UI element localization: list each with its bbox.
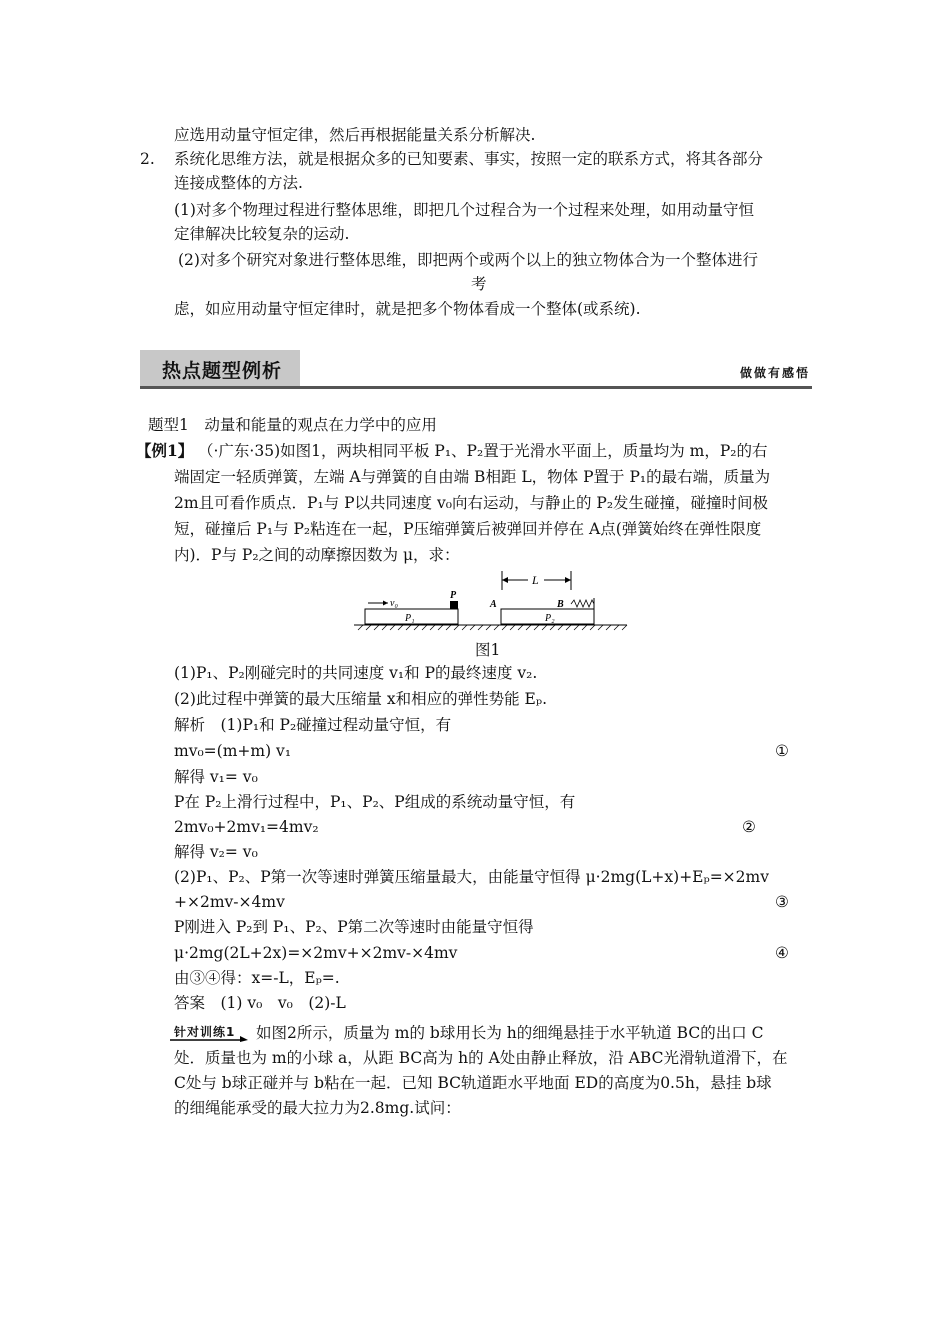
section-subtitle: 做做有感悟 xyxy=(739,366,810,380)
training-tag-text: 针对训练1 xyxy=(174,1025,236,1039)
label-v0: v₀ xyxy=(390,598,398,609)
training-line1: 如图2所示，质量为 m的 b球用长为 h的细绳悬挂于水平轨道 BC的出口 C xyxy=(256,1024,764,1042)
sub2-line2: 虑，如应用动量守恒定律时，就是把多个物体看成一个整体(或系统). xyxy=(174,300,641,318)
equation-1-number: ① xyxy=(775,742,789,760)
example-line3: 2m且可看作质点．P₁与 P以共同速度 v₀向右运动，与静止的 P₂发生碰撞，碰撞时间极 xyxy=(174,494,769,512)
solution-line-2: P在 P₂上滑行过程中，P₁、P₂、P组成的系统动量守恒，有 xyxy=(174,793,576,811)
equation-1: mv₀=(m+m) v₁ xyxy=(174,742,292,760)
block-P xyxy=(450,601,458,609)
item2-number: 2. xyxy=(140,150,155,168)
label-A: A xyxy=(490,599,497,610)
figure-1-caption: 图1 xyxy=(475,641,501,659)
question-1: (1)P₁、P₂刚碰完时的共同速度 v₁和 P的最终速度 v₂. xyxy=(174,664,538,682)
label-P1: P₁ xyxy=(405,613,415,624)
example-line1: （·广东·35)如图1，两块相同平板 P₁、P₂置于光滑水平面上，质量均为 m，P₂的右 xyxy=(198,442,768,460)
problem-type: 题型1 动量和能量的观点在力学中的应用 xyxy=(148,416,437,434)
equation-4: μ·2mg(2L+2x)=×2mv+×2mv-×4mv xyxy=(174,944,458,962)
answer-line: 答案 (1) v₀ v₀ (2)-L xyxy=(174,994,346,1012)
ground-hatch xyxy=(358,625,627,630)
label-B: B xyxy=(557,599,564,610)
example-line5: 内)．P与 P₂之间的动摩擦因数为 μ，求： xyxy=(174,546,460,564)
equation-3-number: ③ xyxy=(775,893,789,911)
figure-1-diagram xyxy=(350,568,630,636)
solution-line-5: P刚进入 P₂到 P₁、P₂、P第二次等速时由能量守恒得 xyxy=(174,918,534,936)
example-line2: 端固定一轻质弹簧，左端 A与弹簧的自由端 B相距 L，物体 P置于 P₁的最右端，质量为 xyxy=(174,468,771,486)
section-rule xyxy=(140,386,812,389)
training-line4: 的细绳能承受的最大拉力为2.8mg.试问： xyxy=(174,1099,461,1117)
solution-line-6: 由③④得：x=-L，Eₚ=. xyxy=(174,969,340,987)
sub2-line1: (2)对多个研究对象进行整体思维，即把两个或两个以上的独立物体合为一个整体进行 xyxy=(178,251,758,269)
spring xyxy=(571,600,594,607)
example-label: 【例1】 xyxy=(136,441,194,460)
sub1-line1: (1)对多个物理过程进行整体思维，即把几个过程合为一个过程来处理，如用动量守恒 xyxy=(174,201,754,219)
section-header xyxy=(140,350,812,390)
sub2-char: 考 xyxy=(471,275,487,293)
solution-line-4: (2)P₁、P₂、P第一次等速时弹簧压缩量最大，由能量守恒得 μ·2mg(L+x)+Eₚ=×2mv xyxy=(174,868,769,886)
example-line4: 短，碰撞后 P₁与 P₂粘连在一起，P压缩弹簧后被弹回并停在 A点(弹簧始终在弹性限度 xyxy=(174,520,762,538)
intro-line1: 应选用动量守恒定律，然后再根据能量关系分析解决. xyxy=(174,126,536,144)
equation-2: 2mv₀+2mv₁=4mv₂ xyxy=(174,818,319,836)
training-line3: C处与 b球正碰并与 b粘在一起．已知 BC轨道距水平地面 ED的高度为0.5h，悬挂 b球 xyxy=(174,1074,772,1092)
equation-3: +×2mv-×4mv xyxy=(174,893,285,911)
dimension-L xyxy=(502,571,571,590)
sub1-line2: 定律解决比较复杂的运动. xyxy=(174,225,350,243)
solution-header: 解析 (1)P₁和 P₂碰撞过程动量守恒，有 xyxy=(174,716,452,734)
label-L: L xyxy=(532,573,539,587)
item2-line1: 系统化思维方法，就是根据众多的已知要素、事实，按照一定的联系方式，将其各部分 xyxy=(174,150,764,168)
solution-line-3: 解得 v₂= v₀ xyxy=(174,843,258,861)
equation-2-number: ② xyxy=(742,818,756,836)
solution-line-1: 解得 v₁= v₀ xyxy=(174,768,258,786)
equation-4-number: ④ xyxy=(775,944,789,962)
label-P: P xyxy=(450,590,457,601)
label-P2: P₂ xyxy=(545,613,555,624)
training-tag xyxy=(170,1022,248,1042)
question-2: (2)此过程中弹簧的最大压缩量 x和相应的弹性势能 Eₚ. xyxy=(174,690,547,708)
section-title: 热点题型例析 xyxy=(162,360,283,382)
item2-line2: 连接成整体的方法. xyxy=(174,174,303,192)
training-line2: 处．质量也为 m的小球 a，从距 BC高为 h的 A处由静止释放，沿 ABC光滑轨道滑下，在 xyxy=(174,1049,788,1067)
